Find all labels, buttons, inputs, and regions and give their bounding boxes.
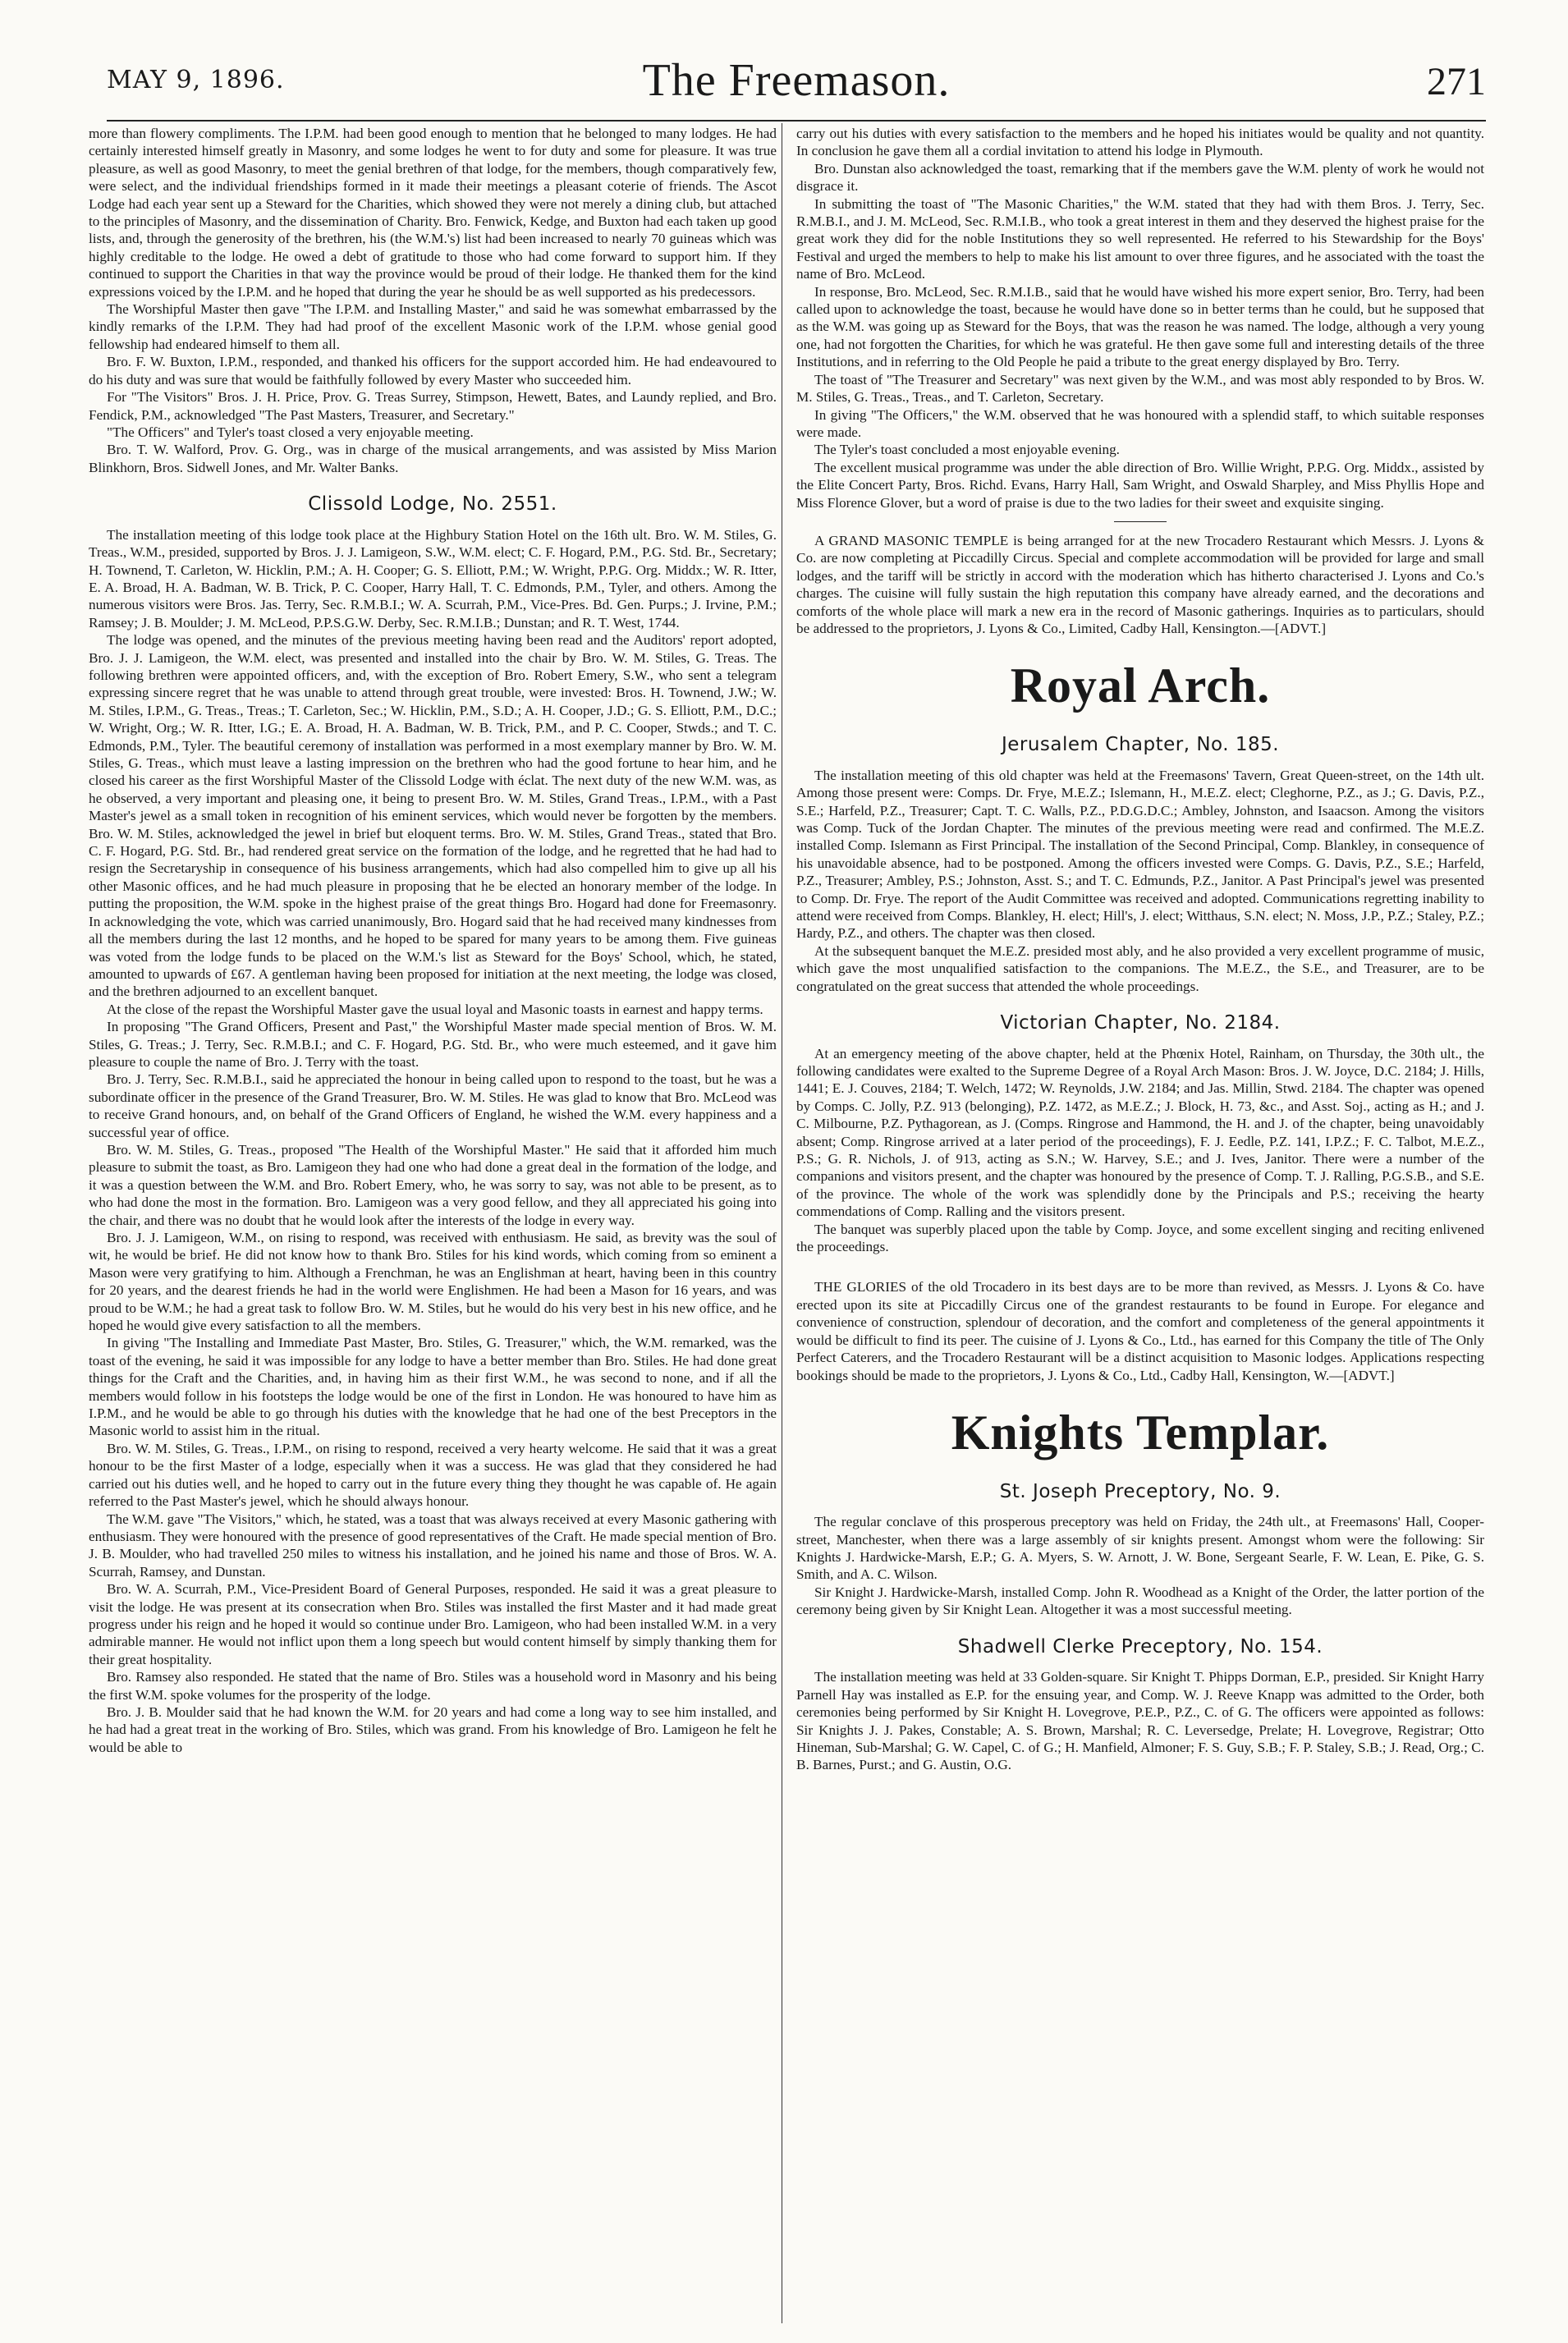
masthead-title: The Freemason.: [642, 55, 951, 106]
page-header: [107, 54, 1486, 112]
paragraph: Bro. F. W. Buxton, I.P.M., responded, and thanked his officers for the support accorded him. He had endeavoured to do his duty and was sure that would be faithfully followed by every Master who succeeded him.: [89, 354, 777, 387]
paragraph: In submitting the toast of "The Masonic Charities," the W.M. stated that they had with them Bros. J. Terry, Sec. R.M.B.I., and J. M. McLeod, Sec. R.M.I.B., who took a great interest in them and they deserved the highest praise for the great work they did for the noble Institutions they so well represented. He referred to his Stewardship for the Boys' Festival and urged the members to help to make his list amount to over three figures, and he associated with the toast the name of Bro. McLeod.: [796, 195, 1484, 282]
paragraph: The W.M. gave "The Visitors," which, he stated, was a toast that was always received at every Masonic gathering with enthusiasm. They were honoured with the presence of good representatives of the Craft. He made special mention of Bro. J. B. Moulder, who had travelled 250 miles to witness his installation, and he joined his name and those of Bros. W. A. Scurrah, Ramsey, and Dunstan.: [89, 1511, 777, 1580]
paragraph: The banquet was superbly placed upon the table by Comp. Joyce, and some excellent singing and reciting enlivened the proceedings.: [796, 1221, 1484, 1255]
paragraph: At an emergency meeting of the above chapter, held at the Phœnix Hotel, Rainham, on Thursday, the 30th ult., the following candidates were exalted to the Supreme Degree of a Royal Arch Mason: Bros. J. W. Joyce, D.C. 2184; J. Hills, 1441; E. J. Couves, 2184; T. Welch, 1472; W. Reynolds, J.W. 2184; and Jas. Millin, Stwd. 2184. The chapter was opened by Comps. C. Jolly, P.Z. 913 (belonging), P.Z. 1472, as M.E.Z.; J. Block, H. 73, &c., and Asst. Soj., acting as H.; and J. C. Milbourne, P.Z. Pythagorean, as J. (Comps. Ringrose and Hammond, the H. and J. of the chapter, being unavoidably absent; Comp. Ringrose arrived at a later period of the proceedings), F. J. Eedle, P.Z. 141, I.P.Z.; F. C. Talbot, M.E.Z., P.S.; G. R. Nichols, J. of 913, acting as S.N.; W. Harvey, S.E.; and J. Ives, Janitor. There were a number of the companions and visitors present, and the chapter was honoured by the presence of Comp. T. J. Ralling, P.G.S.B., and S.E. of the province. The whole of the work was splendidly done by the Principals and P.S.; receiving the hearty commendations of Comp. Ralling and the visitors present.: [796, 1045, 1484, 1220]
section-divider: [1114, 521, 1167, 522]
section-heading-shadwell-clerke: Shadwell Clerke Preceptory, No. 154.: [957, 1635, 1323, 1658]
paragraph: The lodge was opened, and the minutes of the previous meeting having been read and the Auditors' report adopted, Bro. J. J. Lamigeon, the W.M. elect, was presented and installed into the chair by Bro. W. M. Stiles, G. Treas. The following brethren were appointed officers, and, with the exception of Bro. Robert Emery, S.W., who sent a telegram expressing sincere regret that he was unable to attend through great trouble, were invested: Bros. H. Townend, J.W.; W. M. Stiles, I.P.M., G. Treas., Treas.; T. Carleton, Sec.; W. Hicklin, P.M., S.D.; A. H. Cooper, J.D.; G. S. Elliott, P.M., D.C.; W. Wright, Org.; W. R. Itter, I.G.; E. A. Broad, H. A. Badman, W. B. Trick, P.M., and P. C. Cooper, Stwds.; and T. C. Edmonds, P.M., Tyler. The beautiful ceremony of installation was performed in a most exemplary manner by Bro. W. M. Stiles, G. Treas., which must leave a lasting impression on the brethren who had the good fortune to hear him, and he closed his career as the first Worshipful Master of the Clissold Lodge with éclat. The next duty of the new W.M. was, as he observed, a very important and pleasing one, it being to present Bro. W. M. Stiles, Grand Treas., I.P.M., with a Past Master's jewel as a small token in recognition of his eminent services, which would never be forgotten by the members. Bro. W. M. Stiles, acknowledged the jewel in brief but eloquent terms. Bro. W. M. Stiles, Grand Treas., stated that Bro. C. F. Hogard, P.G. Std. Br., had rendered great service on the formation of the lodge, and he regretted that he had had to resign the Secretaryship in consequence of his business arrangements, which had also compelled him to give up all his other Masonic offices, and he had much pleasure in proposing that he be elected an honorary member of the lodge. In putting the proposition, the W.M. spoke in the highest praise of the great things Bro. Hogard had done for Freemasonry. In acknowledging the vote, which was carried unanimously, Bro. Hogard said that he had received many kindnesses from all the members during the last 12 months, and he hoped to be spared for many years to be among them. Five guineas was voted from the lodge funds to be placed on the W.M.'s list as Steward for the Boys' School, which, he stated, amounted to upwards of £67. A gentleman having been proposed for initiation at the next meeting, the lodge was closed, and the brethren adjourned to an excellent banquet.: [89, 632, 777, 1000]
section-heading-victorian: Victorian Chapter, No. 2184.: [1000, 1011, 1281, 1034]
paragraph: At the close of the repast the Worshipful Master gave the usual loyal and Masonic toasts in earnest and happy terms.: [107, 1001, 763, 1017]
paragraph: Bro. J. B. Moulder said that he had known the W.M. for 20 years and had come a long way to see him installed, and he had had a great treat in the working of Bro. Stiles, which was grand. From his knowledge of Bro. Lamigeon he felt he would be able to: [89, 1703, 777, 1755]
section-heading-jerusalem: Jerusalem Chapter, No. 185.: [1001, 734, 1280, 756]
paragraph: Bro. Dunstan also acknowledged the toast, remarking that if the members gave the W.M. plenty of work he would not disgrace it.: [796, 160, 1484, 195]
paragraph: Sir Knight J. Hardwicke-Marsh, installed Comp. John R. Woodhead as a Knight of the Order, the latter portion of the ceremony being given by Sir Knight Lean. Altogether it was a most successful meeting.: [796, 1584, 1484, 1618]
advertisement-masonic-temple: A GRAND MASONIC TEMPLE is being arranged for at the new Trocadero Restaurant which Messrs. J. Lyons & Co. are now completing at Piccadilly Circus. Special and complete accommodation will be provided for large and small lodges, and the tariff will be strictly in accord with the moderation which has hitherto characterised J. Lyons and Co.'s charges. The cuisine will fully sustain the high reputation this company have already earned, and the decorations and comforts of the whole place will mark a new era in the record of Masonic gatherings. Inquiries as to particulars, should be addressed to the proprietors, J. Lyons & Co., Limited, Cadby Hall, Kensington.—[ADVT.]: [796, 532, 1484, 636]
paragraph: Bro. J. Terry, Sec. R.M.B.I., said he appreciated the honour in being called upon to respond to the toast, but he was a subordinate officer in the presence of the Grand Treasurer, Bro. W. M. Stiles. He was glad to know that Bro. McLeod was to receive Grand honours, and, on behalf of the Grand Officers of England, he wished the W.M. every happiness and a successful year of office.: [89, 1071, 777, 1140]
paragraph: The installation meeting of this old chapter was held at the Freemasons' Tavern, Great Queen-street, on the 14th ult. Among those present were: Comps. Dr. Frye, M.E.Z.; Islemann, H., M.E.Z. elect; Cleghorne, P.Z., as J.; G. Davis, P.Z., S.E.; Harfeld, P.Z., Treasurer; Capt. T. C. Walls, P.Z., P.D.G.D.C.; Ambley, Johnston, and Isaacson. Among the visitors was Comp. Tuck of the Jordan Chapter. The minutes of the previous meeting were read and confirmed. The M.E.Z. installed Comp. Islemann as First Principal. The installation of the Second Principal, Comp. Blankley, in consequence of his unavoidable absence, had to be postponed. Among the officers invested were Comps. G. Davis, P.Z., S.E.; Harfeld, P.Z., Treasurer; Ambley, P.S.; Johnston, Asst. S.; and T. C. Edmunds, P.Z., Janitor. A Past Principal's jewel was presented to Comp. Dr. Frye. The report of the Audit Committee was received and adopted. Communications regretting inability to attend were received from Comps. Blankley, H. elect; Hill's, J. elect; Witthaus, S.N. elect; N. Moss, J.P., P.Z.; Staley, P.Z.; Hardy, P.Z., and others. The chapter was then closed.: [796, 767, 1484, 942]
section-title-knights-templar: Knights Templar.: [951, 1405, 1330, 1460]
advertisement-trocadero: THE GLORIES of the old Trocadero in its best days are to be more than revived, as Messrs. J. Lyons & Co. have erected upon its site at Piccadilly Circus one of the grandest restaurants to be found in Europe. For elegance and convenience of construction, splendour of decoration, and the comfort and completeness of the general appointments it would be difficult to find its peer. The cuisine of J. Lyons & Co., Ltd., has earned for this Company the title of The Only Perfect Caterers, and the Trocadero Restaurant will be a distinct acquisition to Masonic lodges. Applications respecting bookings should be made to the proprietors, J. Lyons & Co., Ltd., Cadby Hall, Kensington, W.—[ADVT.]: [796, 1279, 1484, 1383]
paragraph: The Worshipful Master then gave "The I.P.M. and Installing Master," and said he was somewhat embarrassed by the kindly remarks of the I.P.M. They had had proof of the excellent Masonic work of the I.P.M. whose genial good fellowship had endeared himself to them all.: [89, 301, 777, 352]
section-title-royal-arch: Royal Arch.: [1010, 658, 1271, 713]
paragraph: For "The Visitors" Bros. J. H. Price, Prov. G. Treas Surrey, Stimpson, Hewett, Bates, and Laundy replied, and Bro. Fendick, P.M., acknowledged "The Past Masters, Treasurer, and Secretary.": [89, 389, 777, 423]
left-column: [89, 125, 777, 1756]
paragraph: Bro. J. J. Lamigeon, W.M., on rising to respond, was received with enthusiasm. He said, as brevity was the soul of wit, he would be brief. He did not know how to thank Bro. Stiles for his kind words, which coming from so eminent a Mason were very gratifying to him. Although a Frenchman, he was an Englishman at heart, having been in this country for 20 years, and the dearest friends he had in the world were Englishmen. He had been a Mason for 16 years, and was proud to be W.M.; he had a great task to follow Bro. W. M. Stiles, but he would do his very best in his new office, and he hoped he would give every satisfaction to all the members.: [89, 1230, 777, 1334]
paragraph: Bro. W. M. Stiles, G. Treas., I.P.M., on rising to respond, received a very hearty welcome. He said that it was a great honour to be the first Master of a lodge, especially when it was a success. He was glad that they considered he had carried out his duties well, and he hoped to carry out in the future every thing they thought he was capable of. He again referred to the Past Master's jewel, which he should always honour.: [89, 1440, 777, 1510]
paragraph: carry out his duties with every satisfaction to the members and he hoped his initiates would be quality and not quantity. In conclusion he gave them all a cordial invitation to attend his lodge in Plymouth.: [796, 126, 1484, 159]
paragraph: Bro. T. W. Walford, Prov. G. Org., was in charge of the musical arrangements, and was assisted by Miss Marion Blinkhorn, Bros. Sidwell Jones, and Mr. Walter Banks.: [89, 442, 777, 475]
paragraph: "The Officers" and Tyler's toast closed a very enjoyable meeting.: [107, 424, 474, 440]
issue-date: MAY 9, 1896.: [107, 66, 285, 94]
header-rule: [107, 120, 1486, 122]
paragraph: The excellent musical programme was under the able direction of Bro. Willie Wright, P.P.G. Org. Middx., assisted by the Elite Concert Party, Bros. Richd. Evans, Harry Hall, Sam Wright, and Oswald Sharpley, and Miss Phyllis Hope and Miss Florence Glover, but a word of praise is due to the two ladies for their sweet and exquisite singing.: [796, 459, 1484, 511]
paragraph: Bro. W. M. Stiles, G. Treas., proposed "The Health of the Worshipful Master." He said that it afforded him much pleasure to submit the toast, as Bro. Lamigeon they had one who had done a great deal in the formation of the lodge, and it was a question between the W.M. and Bro. Robert Emery, who, he was sorry to say, was not able to be present, as to who had done the most in the formation. Bro. Lamigeon was a very good fellow, and they all appreciated his going into the chair, and there was no doubt that he would look after the interests of the lodge in every way.: [89, 1141, 777, 1228]
paragraph: At the subsequent banquet the M.E.Z. presided most ably, and he also provided a very excellent programme of music, which gave the most unqualified satisfaction to the companions. The M.E.Z., the S.E., and Treasurer, are to be congratulated on the great success that attended the whole proceedings.: [796, 942, 1484, 994]
paragraph: The Tyler's toast concluded a most enjoyable evening.: [814, 442, 1120, 458]
section-heading-st-joseph: St. Joseph Preceptory, No. 9.: [999, 1480, 1281, 1502]
page-number: 271: [1427, 60, 1486, 103]
paragraph: The installation meeting was held at 33 Golden-square. Sir Knight T. Phipps Dorman, E.P., presided. Sir Knight Harry Parnell Hay was installed as E.P. for the ensuing year, and Comp. W. J. Reeve Knapp was admitted to the Order, both ceremonies being performed by Sir Knight H. Lovegrove, P.E.P., P.Z., C. of G. The officers were appointed as follows: Sir Knights J. J. Pakes, Constable; A. S. Brown, Marshal; R. C. Leversedge, Prelate; H. Lovegrove, Registrar; Otto Hineman, Sub-Marshal; G. W. Capel, C. of G.; H. Manfield, Almoner; F. S. Guy, S.B.; F. P. Staley, S.B.; J. Read, Org.; C. B. Barnes, Purst.; and G. Austin, O.G.: [796, 1669, 1484, 1773]
paragraph: The installation meeting of this lodge took place at the Highbury Station Hotel on the 16th ult. Bro. W. M. Stiles, G. Treas., W.M., presided, supported by Bros. J. J. Lamigeon, S.W., W.M. elect; C. F. Hogard, P.M., P.G. Std. Br., Secretary; H. Townend, T. Carleton, W. Hicklin, P.M.; A. H. Cooper; G. S. Elliott, P.M.; W. Wright, P.P.G. Org. Middx.; W. R. Itter, E. A. Broad, H. A. Badman, W. B. Trick, P. C. Cooper, Harry Hall, T. C. Edmonds, P.M., Tyler, and others. Among the numerous visitors were Bros. Jas. Terry, Sec. R.M.B.I.; W. A. Scurrah, P.M., Vice-Pres. Bd. Gen. Purps.; J. Irvine, P.M.; Ramsey; J. B. Moulder; J. M. McLeod, P.P.S.G.W. Derby, Sec. R.M.I.B.; Dunstan; and R. T. West, 1744.: [89, 526, 777, 630]
paragraph: Bro. W. A. Scurrah, P.M., Vice-President Board of General Purposes, responded. He said it was a great pleasure to visit the lodge. He was present at its consecration when Bro. Stiles was installed the first Master and it had made great progress under his reign and he hoped it would so continue under Bro. Lamigeon, who had been installed W.M. in a very admirable manner. He would not inflict upon them a long speech but would content himself by simply thanking them for their great hospitality.: [89, 1581, 777, 1667]
paragraph: more than flowery compliments. The I.P.M. had been good enough to mention that he belonged to many lodges. He had certainly interested himself greatly in Masonry, and some lodges he went to for duty and some for pleasure. It was true pleasure, as well as good Masonry, to meet the genial brethren of that lodge, for the members, though comparatively few, were select, and the individual friendships formed in it made their meetings a pleasant coterie of friends. The Ascot Lodge had each year sent up a Steward for the Charities, which showed they were not merely a dining club, but attached to the principles of Masonry, and the dissemination of Charity. Bro. Fenwick, Kedge, and Buxton had each taken up good lists, and, through the generosity of the brethren, his (the W.M.'s) list had been increased to nearly 70 guineas which was highly creditable to the lodge. He owed a debt of gratitude to those who had come forward to support him. If they continued to support the Charities in that way the province would be proud of their lodge. He thanked them for the kind expressions voiced by the I.P.M. and he hoped that during the year he should be as well supported as his predecessors.: [89, 126, 777, 300]
paragraph: Bro. Ramsey also responded. He stated that the name of Bro. Stiles was a household word in Masonry and his being the first W.M. spoke volumes for the prosperity of the lodge.: [89, 1669, 777, 1703]
right-column: [796, 125, 1484, 1774]
paragraph: In proposing "The Grand Officers, Present and Past," the Worshipful Master made special mention of Bros. W. M. Stiles, G. Treas.; J. Terry, Sec. R.M.B.I.; and C. F. Hogard, P.G. Std. Br., who were much esteemed, and it gave him pleasure to couple the name of Bro. J. Terry with the toast.: [89, 1019, 777, 1070]
paragraph: In giving "The Installing and Immediate Past Master, Bro. Stiles, G. Treasurer," which, the W.M. remarked, was the toast of the evening, he said it was impossible for any lodge to have a better member than Bro. Stiles. He had done great things for the Craft and the Charities, and, in having him as their first W.M., he was second to none, and if all the members would follow in his footsteps the lodge would be one of the first in London. He was honoured to have him as I.P.M., and he would be able to go through his duties with the knowledge that he had one of the best Preceptors in the Masonic world to assist him in the ritual.: [89, 1335, 777, 1439]
section-heading-clissold: Clissold Lodge, No. 2551.: [308, 493, 557, 516]
paragraph: The regular conclave of this prosperous preceptory was held on Friday, the 24th ult., at Freemasons' Hall, Cooper-street, Manchester, when there was a large assembly of sir knights present. Amongst whom were the following: Sir Knights J. Hardwicke-Marsh, E.P.; G. A. Myers, S. W. Arnott, J. W. Bone, Sergeant Searle, F. W. Lean, E. Pike, G. S. Smith, and A. C. Wilson.: [796, 1514, 1484, 1583]
paragraph: In giving "The Officers," the W.M. observed that he was honoured with a splendid staff, to which suitable responses were made.: [796, 406, 1484, 440]
paragraph: In response, Bro. McLeod, Sec. R.M.I.B., said that he would have wished his more expert senior, Bro. Terry, had been called upon to acknowledge the toast, because he would have done so in better terms than he could, but he supposed that as the W.M. was going up as Steward for the Boys, that was the reason he was named. The lodge, although a very young one, had not forgotten the Charities, for which he was grateful. He then gave some full and interesting details of the three Institutions, and in referring to the Old People he paid a tribute to the great energy displayed by Bro. Terry.: [796, 283, 1484, 370]
paragraph: The toast of "The Treasurer and Secretary" was next given by the W.M., and was most ably responded to by Bros. W. M. Stiles, G. Treas., Treas., and T. Carleton, Secretary.: [796, 371, 1484, 406]
